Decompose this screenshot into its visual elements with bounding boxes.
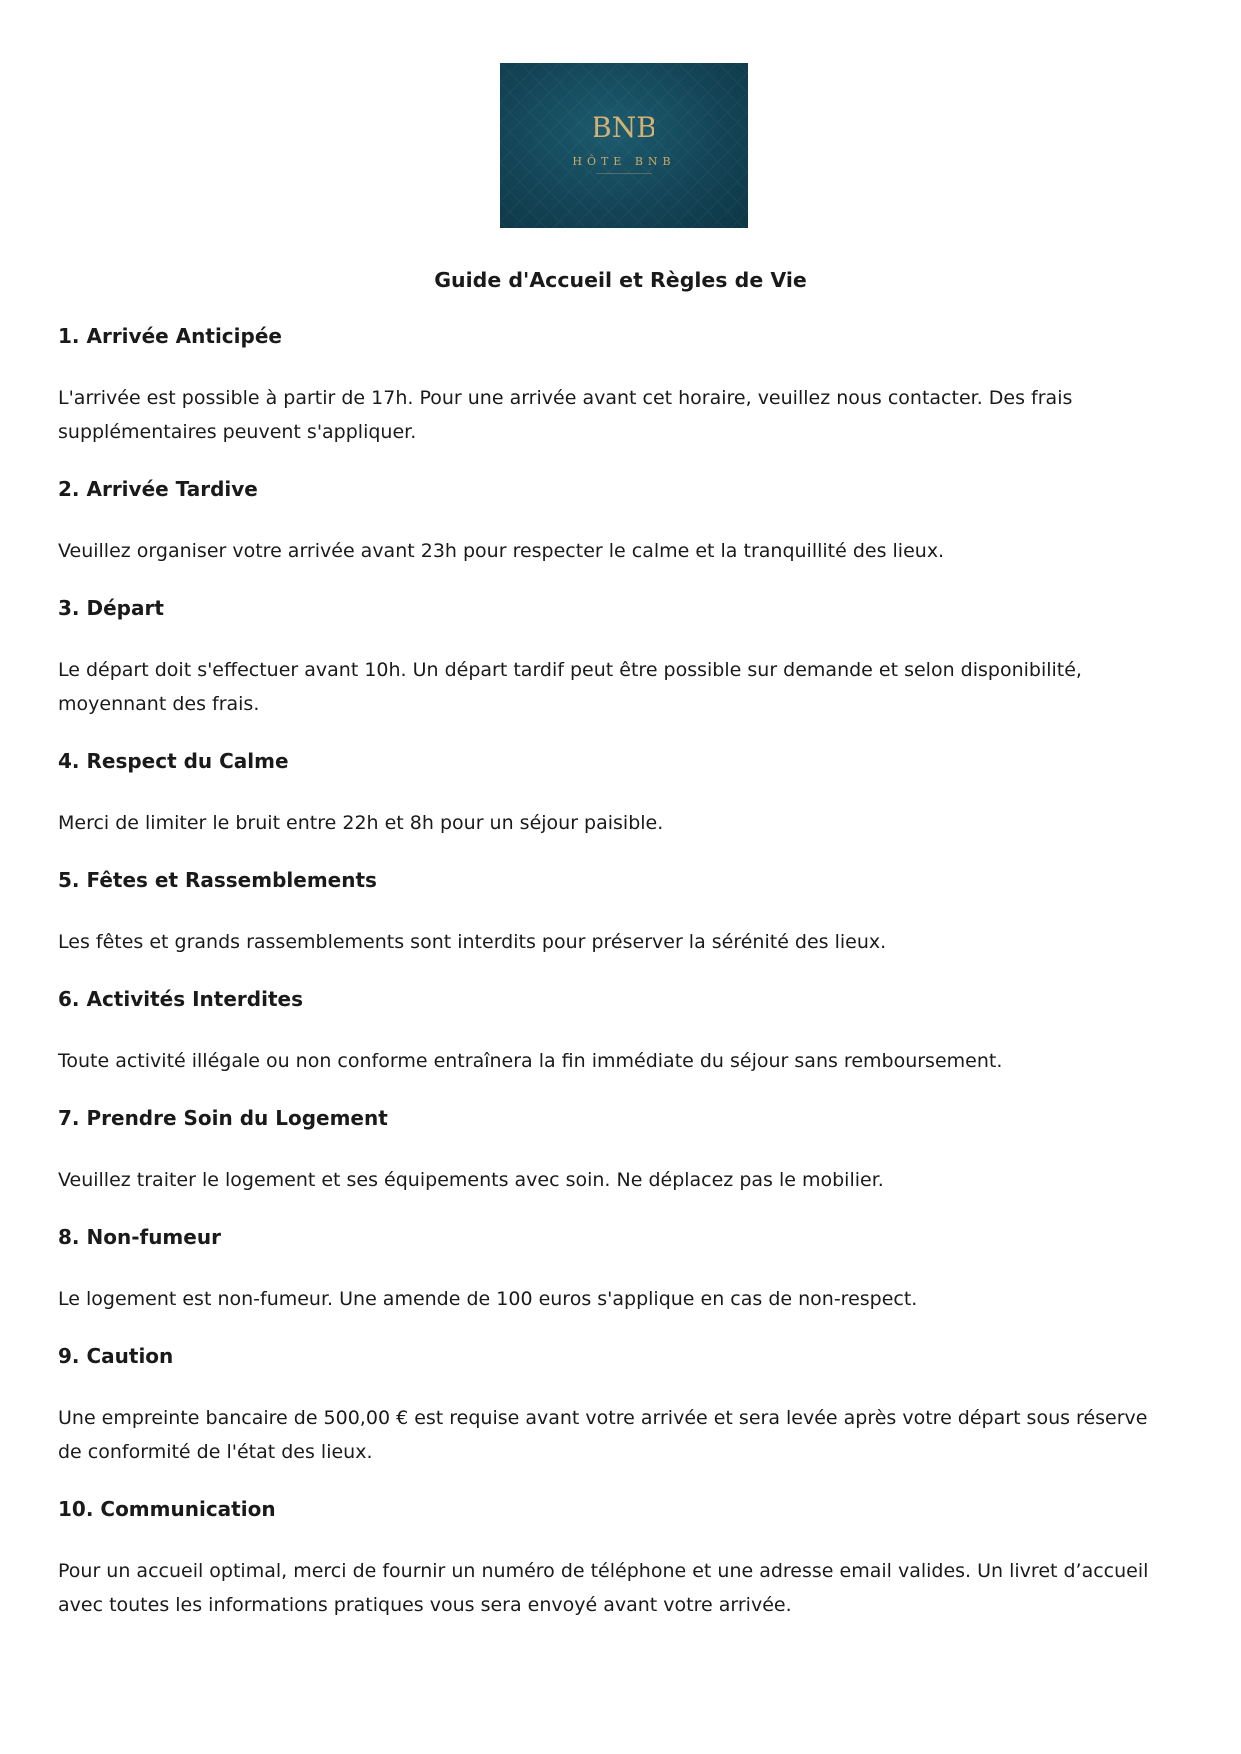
section-body: Veuillez organiser votre arrivée avant 23h pour respecter le calme et la tranquillité des lieux. bbox=[58, 540, 945, 562]
section-body: Le départ doit s'effectuer avant 10h. Un départ tardif peut être possible sur demande et selon disponibilité, moyennant des frais. bbox=[58, 659, 1082, 715]
rules-content bbox=[58, 321, 1176, 1622]
section-deposit bbox=[58, 1341, 1176, 1494]
section-heading: 8. Non-fumeur bbox=[58, 1225, 221, 1249]
section-body: Les fêtes et grands rassemblements sont interdits pour préserver la sérénité des lieux. bbox=[58, 931, 887, 953]
section-body: Merci de limiter le bruit entre 22h et 8h pour un séjour paisible. bbox=[58, 812, 664, 834]
section-early-arrival bbox=[58, 321, 1176, 474]
section-body: L'arrivée est possible à partir de 17h. Pour une arrivée avant cet horaire, veuillez nous contacter. Des frais supplémentaires peuvent s'appliquer. bbox=[58, 387, 1073, 443]
section-heading: 6. Activités Interdites bbox=[58, 987, 303, 1011]
section-body: Toute activité illégale ou non conforme entraînera la fin immédiate du séjour sans remboursement. bbox=[58, 1050, 1003, 1072]
section-body: Veuillez traiter le logement et ses équipements avec soin. Ne déplacez pas le mobilier. bbox=[58, 1169, 884, 1191]
section-care bbox=[58, 1103, 1176, 1222]
section-heading: 2. Arrivée Tardive bbox=[58, 477, 258, 501]
section-body: Pour un accueil optimal, merci de fournir un numéro de téléphone et une adresse email valides. Un livret d’accueil avec toutes les informations pratiques vous sera envoyé avant votre arrivée. bbox=[58, 1560, 1149, 1616]
section-heading: 5. Fêtes et Rassemblements bbox=[58, 868, 377, 892]
section-heading: 7. Prendre Soin du Logement bbox=[58, 1106, 388, 1130]
section-late-arrival bbox=[58, 474, 1176, 593]
section-heading: 9. Caution bbox=[58, 1344, 174, 1368]
logo-text: HÔTE BNB bbox=[572, 155, 676, 168]
section-heading: 1. Arrivée Anticipée bbox=[58, 324, 282, 348]
section-forbidden-activities bbox=[58, 984, 1176, 1103]
section-parties bbox=[58, 865, 1176, 984]
logo-tagline-line bbox=[596, 173, 652, 174]
section-heading: 4. Respect du Calme bbox=[58, 749, 289, 773]
section-quiet bbox=[58, 746, 1176, 865]
logo-monogram-text: BNB bbox=[594, 111, 654, 144]
section-body: Une empreinte bancaire de 500,00 € est requise avant votre arrivée et sera levée après votre départ sous réserve de conformité de l'état des lieux. bbox=[58, 1407, 1148, 1463]
section-non-smoking bbox=[58, 1222, 1176, 1341]
logo bbox=[500, 63, 748, 228]
logo-monogram bbox=[500, 109, 748, 149]
section-departure bbox=[58, 593, 1176, 746]
section-heading: 10. Communication bbox=[58, 1497, 276, 1521]
section-heading: 3. Départ bbox=[58, 596, 164, 620]
section-communication bbox=[58, 1494, 1176, 1622]
page-title: Guide d'Accueil et Règles de Vie bbox=[434, 268, 807, 292]
section-body: Le logement est non-fumeur. Une amende de 100 euros s'applique en cas de non-respect. bbox=[58, 1288, 918, 1310]
